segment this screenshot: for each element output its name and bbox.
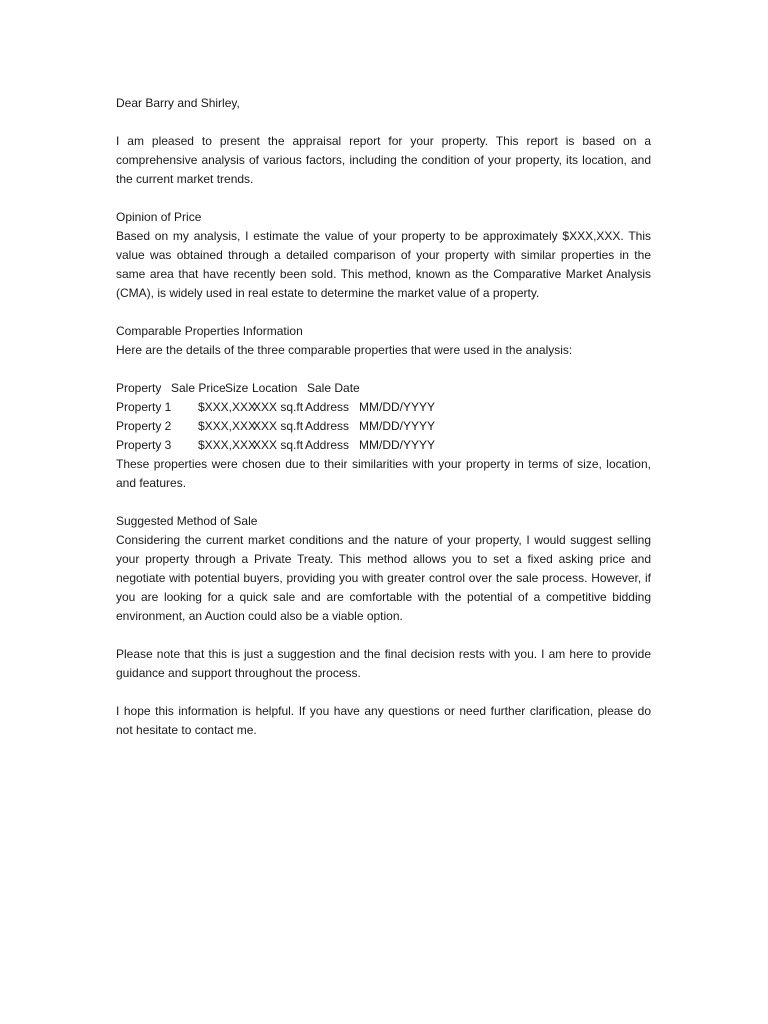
cell-sale-date: MM/DD/YYYY bbox=[359, 438, 436, 452]
cell-sale-price: $XXX,XXX bbox=[198, 419, 257, 433]
method-heading: Suggested Method of Sale bbox=[116, 514, 258, 528]
cell-location: Address bbox=[305, 438, 350, 452]
closing-paragraph: I hope this information is helpful. If you have any questions or need further clarification, please do not hesitate to contact me. bbox=[116, 704, 651, 737]
table-row bbox=[116, 398, 651, 417]
opinion-body: Based on my analysis, I estimate the value of your property to be approximately $XXX,XXX. This value was obtained through a detailed comparison of your property with similar properties in the same area that have recently been sold. This method, known as the Comparative Market Analysis (CMA), is widely used in real estate to determine the market value of a property. bbox=[116, 229, 651, 300]
method-body: Considering the current market conditions and the nature of your property, I would suggest selling your property through a Private Treaty. This method allows you to set a fixed asking price and negotiate with potential buyers, providing you with greater control over the sale process. However, if you are looking for a quick sale and are comfortable with the potential of a competitive bidding environment, an Auction could also be a viable option. bbox=[116, 533, 651, 623]
method-section bbox=[116, 512, 651, 626]
letter-page bbox=[116, 94, 651, 759]
opinion-heading: Opinion of Price bbox=[116, 210, 202, 224]
header-sale-date: Sale Date bbox=[307, 381, 360, 395]
cell-sale-price: $XXX,XXX bbox=[198, 438, 257, 452]
cell-property: Property 1 bbox=[116, 400, 172, 414]
header-location: Location bbox=[252, 381, 298, 395]
cell-sale-date: MM/DD/YYYY bbox=[359, 400, 436, 414]
cell-location: Address bbox=[305, 400, 350, 414]
opinion-section bbox=[116, 208, 651, 303]
cell-size: XXX sq.ft bbox=[253, 438, 304, 452]
header-property: Property bbox=[116, 381, 162, 395]
table-row bbox=[116, 417, 651, 436]
cell-property: Property 2 bbox=[116, 419, 172, 433]
comparables-outro: These properties were chosen due to their similarities with your property in terms of size, location, and features. bbox=[116, 457, 651, 490]
comparables-heading: Comparable Properties Information bbox=[116, 324, 303, 338]
intro-paragraph: I am pleased to present the appraisal report for your property. This report is based on a comprehensive analysis of various factors, including the condition of your property, its location, and the current market trends. bbox=[116, 134, 651, 186]
cell-sale-date: MM/DD/YYYY bbox=[359, 419, 436, 433]
table-header-row bbox=[116, 379, 651, 398]
cell-location: Address bbox=[305, 419, 350, 433]
cell-size: XXX sq.ft bbox=[253, 400, 304, 414]
comparables-intro: Here are the details of the three comparable properties that were used in the analysis: bbox=[116, 343, 573, 357]
header-size: Size bbox=[225, 381, 249, 395]
comparables-section bbox=[116, 322, 651, 360]
table-row bbox=[116, 436, 651, 455]
note-paragraph: Please note that this is just a suggestion and the final decision rests with you. I am here to provide guidance and support throughout the process. bbox=[116, 647, 651, 680]
cell-property: Property 3 bbox=[116, 438, 172, 452]
cell-sale-price: $XXX,XXX bbox=[198, 400, 257, 414]
comparables-table bbox=[116, 379, 651, 455]
greeting: Dear Barry and Shirley, bbox=[116, 96, 240, 110]
cell-size: XXX sq.ft bbox=[253, 419, 304, 433]
header-sale-price: Sale Price bbox=[171, 381, 226, 395]
